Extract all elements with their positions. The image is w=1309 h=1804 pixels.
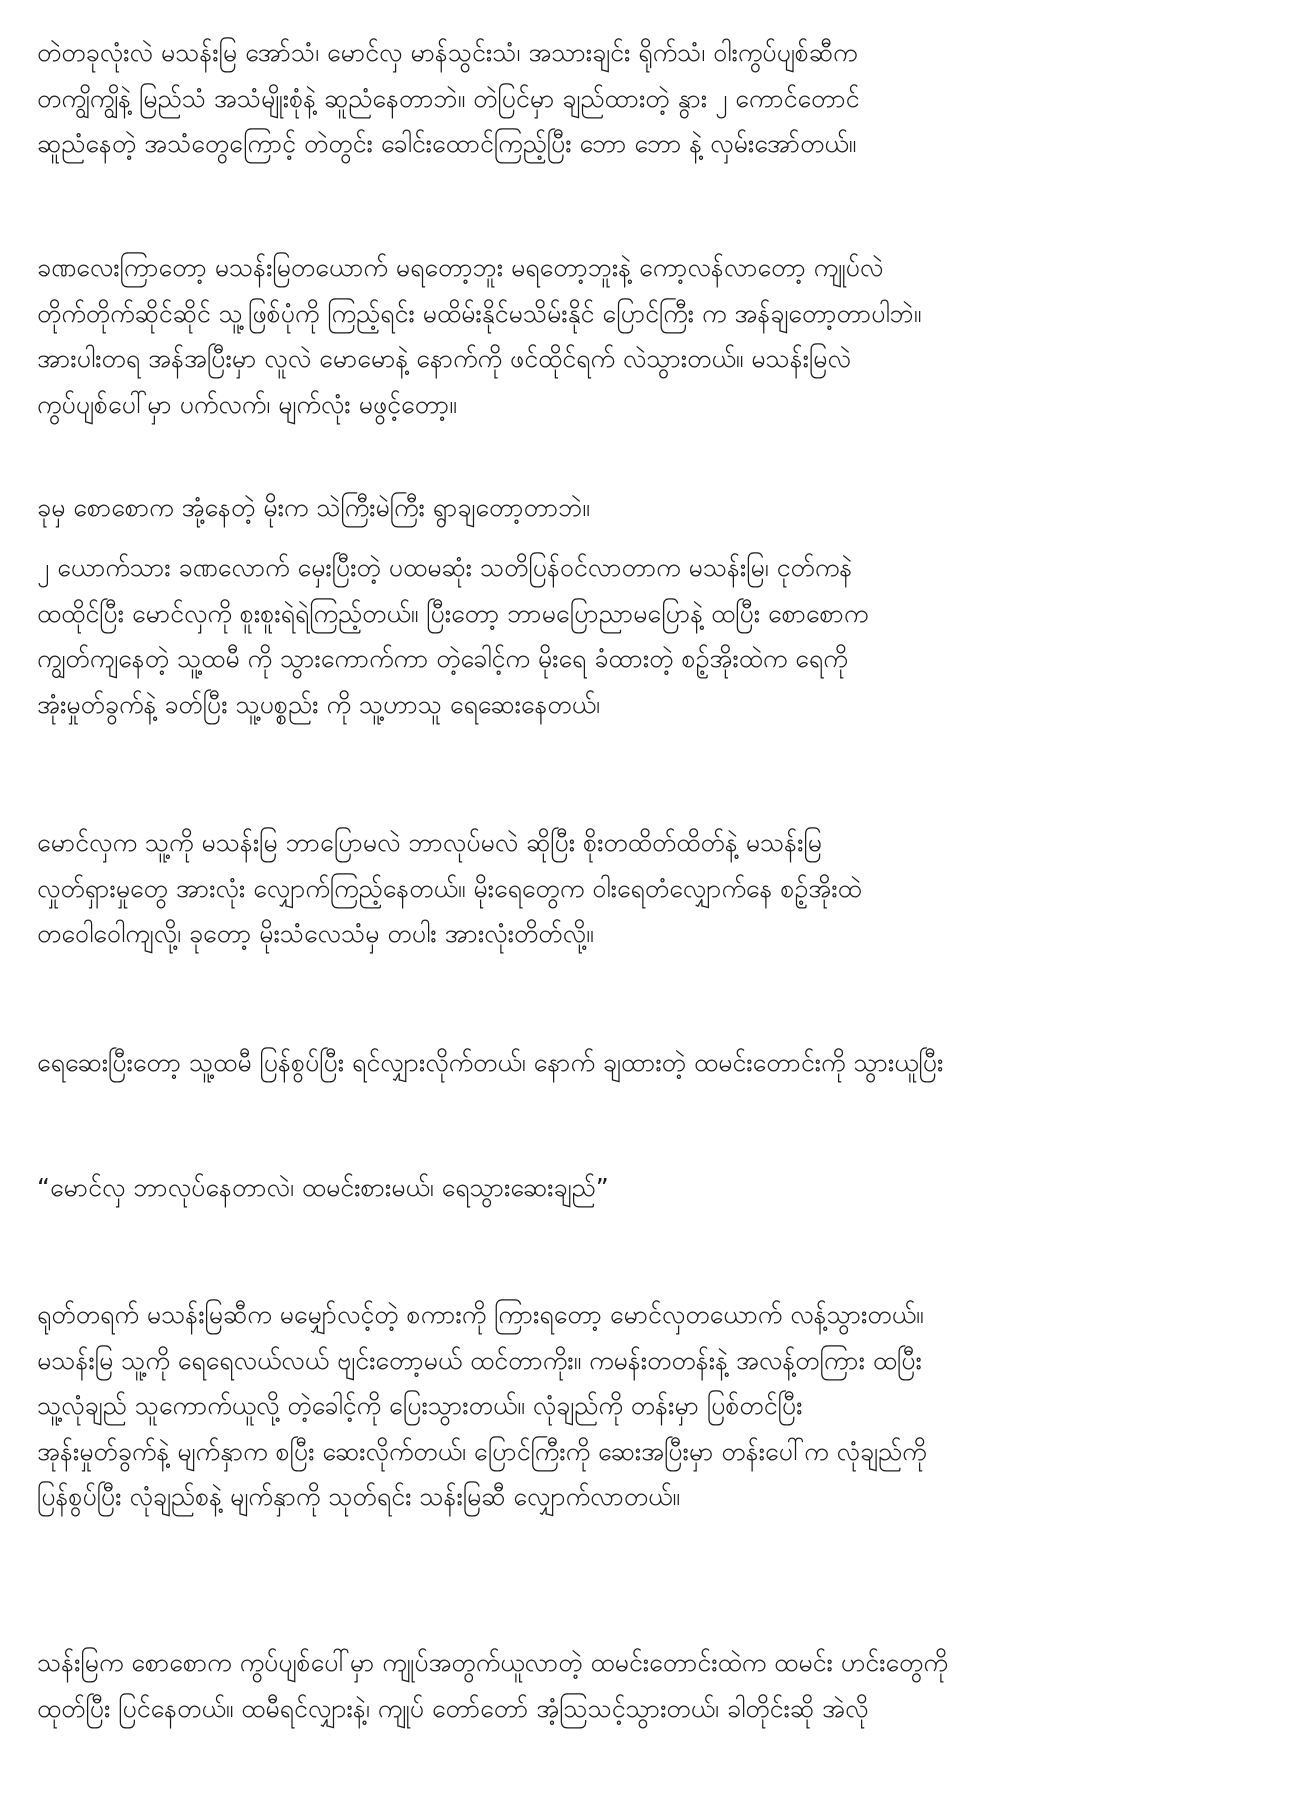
text-line: “မောင်လှ ဘာလုပ်နေတာလဲ၊ ထမင်းစားမယ်၊ ရေသွားဆေးချည်” — [37, 1173, 609, 1202]
text-line: သူ့လုံချည် သူကောက်ယူလို့ တဲ့ခေါင့်ကို ပြေးသွားတယ်။ လုံချည်ကို တန်းမှာ ပြစ်တင်ပြီး — [37, 1391, 803, 1420]
paragraph-3 — [37, 485, 590, 531]
text-line: လှုတ်ရှားမှုတွေ အားလုံး လျှောက်ကြည့်နေတယ်။ မိုးရေတွေက ဝါးရေတံလျှောက်နေ စဉ့်အိုးထဲ — [37, 873, 862, 903]
paragraph-8 — [37, 1292, 927, 1520]
text-line: အုန်းမှုတ်ခွက်နဲ့ မျက်နှာက စပြီး ဆေးလိုက်တယ်၊ ပြောင်ကြီးကို ဆေးအပြီးမှာ တန်းပေါ်က လုံချည်ကို — [37, 1436, 927, 1466]
text-line: တဲတခုလုံးလဲ မသန်းမြ အော်သံ၊ မောင်လှ မာန်သွင်းသံ၊ အသားချင်း ရိုက်သံ၊ ဝါးကွပ်ပျစ်ဆီက — [37, 38, 858, 67]
text-line: ရေဆေးပြီးတော့ သူ့ထမီ ပြန်စွပ်ပြီး ရင်လျှားလိုက်တယ်၊ နောက် ချထားတဲ့ ထမင်းတောင်းကို သွားယူပြီး — [37, 1048, 944, 1077]
text-line: ထုတ်ပြီး ပြင်နေတယ်။ ထမီရင်လျှားနဲ့၊ ကျုပ် တော်တော် အံ့သြသင့်သွားတယ်၊ ခါတိုင်းဆို အဲလို — [37, 1693, 869, 1723]
text-line: မသန်းမြ သူ့ကို ရေရေလယ်လယ် ဗျင်းတော့မယ် ထင်တာကိုး။ ကမန်းတတန်းနဲ့ အလန့်တကြား ထပြီး — [37, 1345, 922, 1375]
text-line: ပြန်စွပ်ပြီး လုံချည်စနဲ့ မျက်နှာကို သုတ်ရင်း သန်းမြဆီ လျှောက်လာတယ်။ — [37, 1482, 681, 1511]
text-line: သန်းမြက စောစောက ကွပ်ပျစ်ပေါ်မှာ ကျုပ်အတွက်ယူလာတဲ့ ထမင်းတောင်းထဲက ထမင်း ဟင်းတွေကို — [37, 1648, 948, 1677]
text-line: တိုက်တိုက်ဆိုင်ဆိုင် သူ့ဖြစ်ပုံကို ကြည့်ရင်း မထိမ်းနိုင်မသိမ်းနိုင် ပြောင်ကြီး က အန်ချတော့တာပါဘဲ။ — [37, 298, 922, 328]
text-line: တကျွိကျွိနဲ့ မြည်သံ အသံမျိုးစုံနဲ့ ဆူညံနေတာဘဲ။ တဲပြင်မှာ ချည်ထားတဲ့ နွား ၂ ကောင်တောင် — [37, 83, 860, 113]
paragraph-1 — [37, 30, 860, 167]
text-line: ရုတ်တရက် မသန်းမြဆီက မမျှော်လင့်တဲ့ စကားကို ကြားရတော့ မောင်လှတယောက် လန့်သွားတယ်။ — [37, 1300, 924, 1329]
paragraph-6 — [37, 1040, 943, 1086]
text-line: ထထိုင်ပြီး မောင်လှကို စူးစူးရဲရဲကြည့်တယ်။ ပြီးတော့ ဘာမပြောညာမပြောနဲ့ ထပြီး စောစောက — [37, 598, 869, 628]
text-line: ဆူညံနေတဲ့ အသံတွေကြောင့် တဲတွင်း ခေါင်းထောင်ကြည့်ပြီး ဘော ဘော နဲ့ လှမ်းအော်တယ်။ — [37, 129, 857, 158]
text-line: ခုမှ စောစောက အုံ့နေတဲ့ မိုးက သဲကြီးမဲကြီး ရွာချတော့တာဘဲ။ — [37, 493, 590, 522]
text-line: ကွပ်ပျစ်ပေါ်မှာ ပက်လက်၊ မျက်လုံး မဖွင့်တော့။ — [37, 389, 457, 419]
paragraph-2 — [37, 245, 921, 427]
paragraph-5 — [37, 820, 862, 957]
text-line: ကျွတ်ကျနေတဲ့ သူ့ထမီ ကို သွားကောက်ကာ တဲ့ခေါင့်က မိုးရေ ခံထားတဲ့ စဉ့်အိုးထဲက ရေကို — [37, 644, 848, 673]
paragraph-4 — [37, 545, 868, 727]
paragraph-9 — [37, 1640, 948, 1731]
text-line: မောင်လှက သူ့ကို မသန်းမြ ဘာပြောမလဲ ဘာလုပ်မလဲ ဆိုပြီး စိုးတထိတ်ထိတ်နဲ့ မသန်းမြ — [37, 828, 822, 857]
text-line: ၂ ယောက်သား ခဏလောက် မှေးပြီးတဲ့ ပထမဆုံး သတိပြန်ဝင်လာတာက မသန်းမြ၊ ငုတ်ကနဲ — [37, 553, 853, 582]
text-line: အုံးမှုတ်ခွက်နဲ့ ခတ်ပြီး သူ့ပစ္စည်း ကို သူ့ဟာသူ ရေဆေးနေတယ်၊ — [37, 689, 601, 719]
text-line: ခဏလေးကြာတော့ မသန်းမြတယောက် မရတော့ဘူး မရတော့ဘူးနဲ့ ကော့လန်လာတော့ ကျုပ်လဲ — [37, 253, 884, 282]
text-line: တဝေါဝေါကျလို့၊ ခုတော့ မိုးသံလေသံမှ တပါး အားလုံးတိတ်လို့။ — [37, 919, 594, 948]
paragraph-7-dialogue — [37, 1165, 609, 1211]
text-line: အားပါးတရ အန်အပြီးမှာ လူလဲ မောမောနဲ့ နောက်ကို ဖင်ထိုင်ရက် လဲသွားတယ်။ မသန်းမြလဲ — [37, 344, 851, 373]
